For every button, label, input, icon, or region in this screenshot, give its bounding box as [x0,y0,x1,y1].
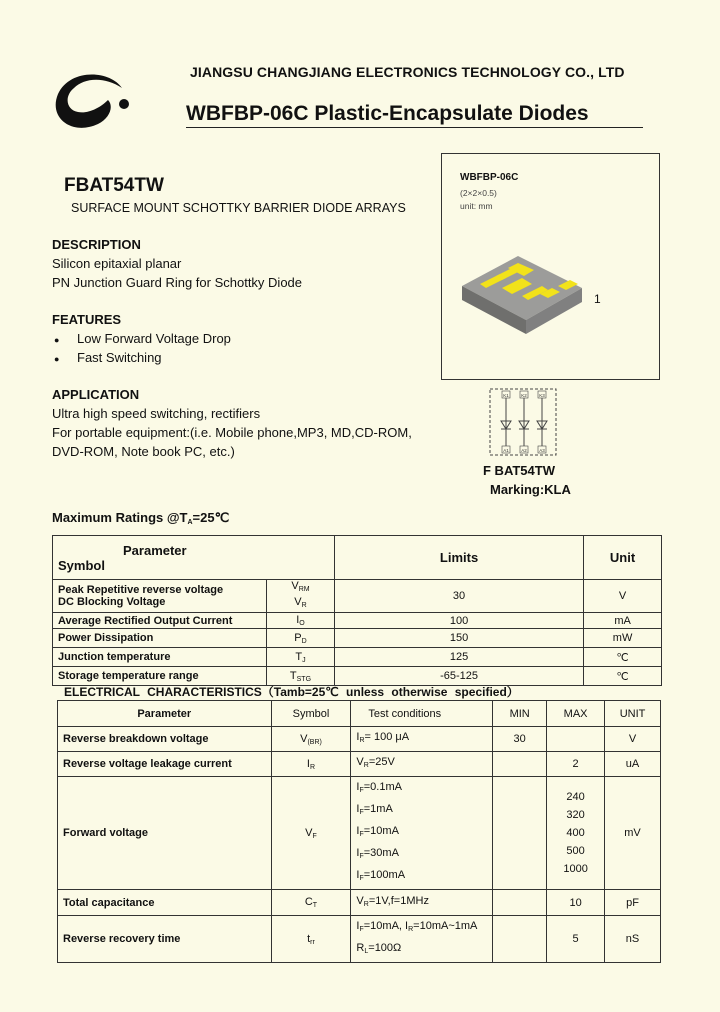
max-value: 5 [572,933,579,945]
limit-cell: 125 [334,648,583,667]
symbol-cell: $V_{(BR)}$ [271,727,351,752]
param-cell: Reverse voltage leakage current [58,752,272,777]
condition-line: $I_F=1mA$ [356,803,393,816]
header-cell: Parameter [58,701,272,727]
table-row [58,777,661,890]
pin-label: K3 [539,393,545,398]
param-cell: Reverse breakdown voltage [58,727,272,752]
max-cell [547,890,605,916]
min-cell [493,916,547,963]
package-name: WBFBP-06C [460,172,519,183]
application-line: For portable equipment:(i.e. Mobile phone,MP3, MD,CD-ROM, [52,425,412,440]
table-header-row [53,536,662,580]
table-row [58,752,661,777]
feature-item: Low Forward Voltage Drop [77,331,231,346]
table-row [58,916,661,963]
company-name: JIANGSU CHANGJIANG ELECTRONICS TECHNOLOGY CO., LTD [190,64,625,80]
max-value: 240 [566,791,585,803]
company-logo [48,66,140,134]
limit-cell: 150 [334,629,583,648]
condition-line: $I_R= 100$ μA [356,731,410,744]
header-cell: Symbol [271,701,351,727]
header-parameter-symbol: ParameterSymbol [53,536,335,580]
pin-label: K2 [521,393,527,398]
table-row [53,629,662,648]
title-rule [186,127,643,128]
unit-cell: uA [605,752,661,777]
header-limits: Limits [334,536,583,580]
table-row [58,727,661,752]
param-cell: Reverse recovery time [58,916,272,963]
features-heading: FEATURES [52,312,122,327]
max-ratings-title: Maximum Ratings $@T_A=25℃$ [52,510,230,526]
param-cell: Junction temperature [53,648,267,667]
pin-label: A2 [521,448,527,453]
package-unit: unit: mm [460,201,493,211]
param-cell: Average Rectified Output Current [53,613,267,629]
electrical-table [57,700,661,963]
max-value: 500 [566,845,585,857]
header-cell: Test conditions [351,701,493,727]
symbol-cell: $V_F$ [271,777,351,890]
symbol-cell: $I_O$ [266,613,334,629]
max-value: 10 [569,896,582,909]
symbol-cell: $I_R$ [271,752,351,777]
pin-label: A1 [503,448,509,453]
condition-cell [351,890,493,916]
max-cell [547,727,605,752]
limit-cell: 30 [334,580,583,613]
param-cell: Peak Repetitive reverse voltage DC Blocking Voltage [53,580,267,613]
part-number: FBAT54TW [64,175,164,196]
param-cell: Storage temperature range [53,667,267,686]
header-cell: MIN [493,701,547,727]
symbol-cell: $V_{RM}$ $V_R$ [266,580,334,613]
header-cell: UNIT [605,701,661,727]
unit-cell: nS [605,916,661,963]
header-cell: MAX [547,701,605,727]
symbol-cell: $T_J$ [266,648,334,667]
min-cell [493,752,547,777]
marking-label: Marking:KLA [490,482,571,497]
table-header-row [58,701,661,727]
circuit-diagram [488,387,560,459]
diagram-part-label: F BAT54TW [483,463,555,478]
min-cell [493,777,547,890]
max-ratings-table [52,535,662,686]
condition-line: $I_F=0.1mA$ [356,781,402,794]
limit-cell: -65-125 [334,667,583,686]
unit-cell: mW [584,629,662,648]
unit-cell: V [605,727,661,752]
condition-line: $I_F=100mA$ [356,869,406,882]
symbol-cell: $P_D$ [266,629,334,648]
pin-one-label: 1 [594,292,601,306]
max-value: 400 [566,827,585,839]
symbol-cell: $t_{rr}$ [271,916,351,963]
pin-label: A3 [539,448,545,453]
limit-cell: 100 [334,613,583,629]
application-heading: APPLICATION [52,387,140,402]
param-cell: Power Dissipation [53,629,267,648]
electrical-title: ELECTRICAL CHARACTERISTICS（Tamb=25℃ unless otherwise specified） [64,685,519,699]
max-value: 320 [566,809,585,821]
table-row [53,648,662,667]
unit-cell: mA [584,613,662,629]
symbol-cell: $T_{STG}$ [266,667,334,686]
bullet-icon: ● [54,335,60,345]
description-line: PN Junction Guard Ring for Schottky Diode [52,275,303,290]
condition-line: $V_R=25V$ [356,756,395,769]
condition-cell [351,727,493,752]
condition-line: $I_F=30mA$ [356,847,399,860]
max-cell [547,777,605,890]
max-value: 2 [572,758,579,770]
min-cell [493,890,547,916]
package-dims: (2×2×0.5) [460,188,497,198]
symbol-cell: $C_T$ [271,890,351,916]
min-cell: 30 [493,727,547,752]
table-row [58,890,661,916]
unit-cell: pF [605,890,661,916]
condition-line: $I_F=10mA$, $I_R=10mA\sim 1mA$ [356,920,478,933]
table-row [53,613,662,629]
max-cell [547,752,605,777]
condition-cell [351,916,493,963]
unit-cell: V [584,580,662,613]
unit-cell: ℃ [584,648,662,667]
condition-cell [351,752,493,777]
series-title: WBFBP-06C Plastic-Encapsulate Diodes [186,102,589,125]
application-line: Ultra high speed switching, rectifiers [52,406,261,421]
application-line: DVD-ROM, Note book PC, etc.) [52,444,235,459]
bullet-icon: ● [54,354,60,364]
product-subtitle: SURFACE MOUNT SCHOTTKY BARRIER DIODE ARRAYS [71,201,406,215]
table-row [53,580,662,613]
param-cell: Total capacitance [58,890,272,916]
description-heading: DESCRIPTION [52,237,141,252]
description-line: Silicon epitaxial planar [52,256,182,271]
max-cell [547,916,605,963]
param-cell: Forward voltage [58,777,272,890]
max-value: 1000 [563,863,588,875]
condition-line: $I_F=10mA$ [356,825,399,838]
unit-cell: ℃ [584,667,662,686]
condition-cell [351,777,493,890]
condition-line: $V_R=1V,f=1MHz$ [356,894,429,908]
unit-cell: mV [605,777,661,890]
pin-label: K1 [503,393,509,398]
condition-line: $R_L=100\Omega$ [356,942,402,955]
package-chip-image [452,250,592,340]
feature-item: Fast Switching [77,350,162,365]
header-unit: Unit [584,536,662,580]
